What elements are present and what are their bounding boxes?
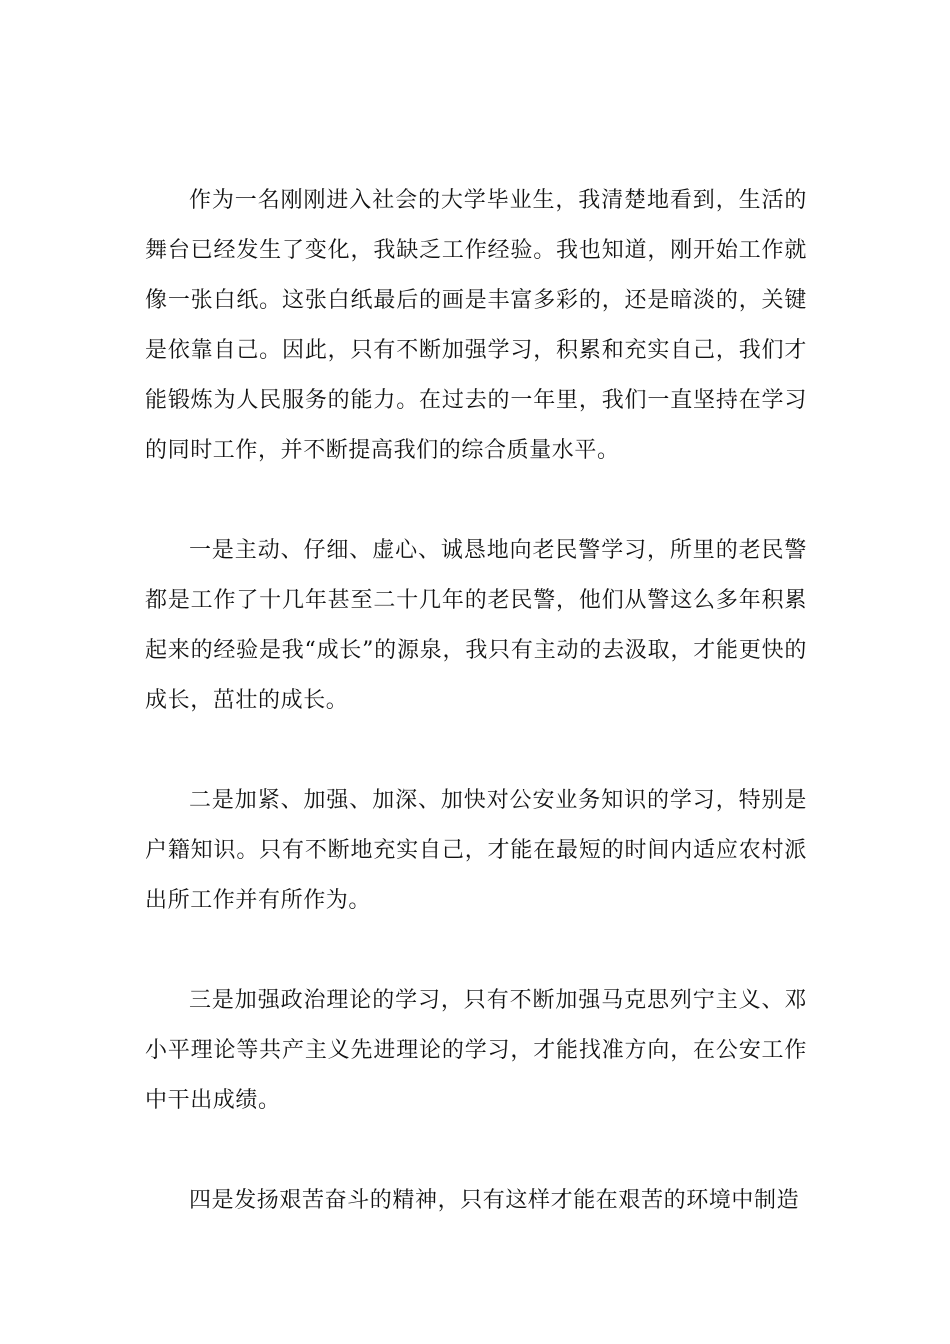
- paragraph-2: 一是主动、仔细、虚心、诚恳地向老民警学习，所里的老民警都是工作了十几年甚至二十几年的老民警，他们从警这么多年积累起来的经验是我“成长”的源泉，我只有主动的去汲取，才能更快的成长，茁壮的成长。: [145, 538, 807, 713]
- document-body: [145, 176, 807, 1276]
- paragraph-1: 作为一名刚刚进入社会的大学毕业生，我清楚地看到，生活的舞台已经发生了变化，我缺乏工作经验。我也知道，刚开始工作就像一张白纸。这张白纸最后的画是丰富多彩的，还是暗淡的，关键是依靠自己。因此，只有不断加强学习，积累和充实自己，我们才能锻炼为人民服务的能力。在过去的一年里，我们一直坚持在学习的同时工作，并不断提高我们的综合质量水平。: [145, 188, 807, 463]
- paragraph-3: 二是加紧、加强、加深、加快对公安业务知识的学习，特别是户籍知识。只有不断地充实自己，才能在最短的时间内适应农村派出所工作并有所作为。: [145, 788, 807, 913]
- paragraph-5: 四是发扬艰苦奋斗的精神，只有这样才能在艰苦的环境中制造: [189, 1188, 800, 1213]
- paragraph-4: 三是加强政治理论的学习，只有不断加强马克思列宁主义、邓小平理论等共产主义先进理论的学习，才能找准方向，在公安工作中干出成绩。: [145, 988, 807, 1113]
